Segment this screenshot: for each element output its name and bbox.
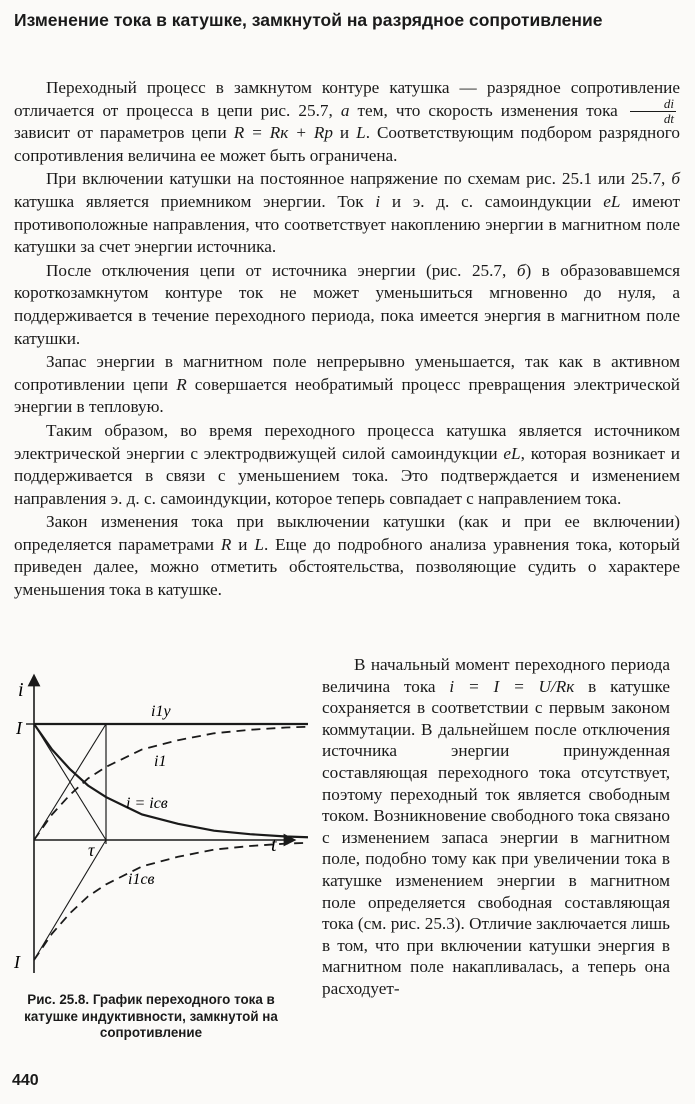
series-line-4 <box>34 841 308 960</box>
paragraph-6: Закон изменения тока при выключении катушки (как и при ее включении) определяется параметрами R и L. Еще до подробного анализа уравнения тока, который приведен далее, можно отметить обстоятельства, позволяющие судить о характере уменьшения тока в катушке. <box>14 512 680 600</box>
initial-current-formula: i = I = U/Rк <box>449 676 575 696</box>
figure-caption: Рис. 25.8. График переходного тока в катушке индуктивности, замкнутой на сопротивление <box>24 992 278 1040</box>
figure-25-8 <box>8 668 308 990</box>
chart-series <box>34 724 308 960</box>
tick-label-I-bottom: I <box>14 952 20 972</box>
label-i1y: i1y <box>151 703 171 720</box>
tick-label-I-top: I <box>16 718 22 738</box>
page-number: 440 <box>12 1072 39 1089</box>
label-i-icv: i = iсв <box>126 795 168 812</box>
derivative-fraction: $\frac{di}{dt}$ <box>630 97 676 126</box>
paragraph-4: Запас энергии в магнитном поле непрерывно уменьшается, так как в активном сопротивлении цепи R совершается необратимый процесс превращения электрической энергии в тепловую. <box>14 352 680 417</box>
tick-label-tau: τ <box>88 840 95 860</box>
label-i1: i1 <box>154 753 167 770</box>
section-heading: Изменение тока в катушке, замкнутой на разрядное сопротивление <box>14 10 603 30</box>
y-axis-label: i <box>18 679 24 701</box>
paragraph-5: Таким образом, во время переходного процесса катушка является источником электрической энергии с электродвижущей силой самоиндукции eL, которая возникает и поддерживается в связи с уменьшением тока. Это подтверждается и изменением направления э. д. с. самоиндукции, которое теперь совпадает с направлением тока. <box>14 420 681 508</box>
paragraph-1: Переходный процесс в замкнутом контуре катушка — разрядное сопротивление отличается от процесса в цепи рис. 25.7, а тем, что скорость изменения тока $\frac{di}{dt}$ зависит от параметров цепи R = Rк + Rр и L. Соответствующим подбором разрядного сопротивления величина ее может быть ограничена. <box>14 78 681 165</box>
chart-tangents <box>34 724 106 960</box>
paragraph-2: При включении катушки на постоянное напряжение по схемам рис. 25.1 или 25.7, б катушка является приемником энергии. Ток i и э. д. с. самоиндукции eL имеют противоположные направления, что соответствует накоплению энергии в магнитном поле катушки за счет энергии источника. <box>14 169 680 257</box>
resistance-formula: R = Rк + Rр <box>233 123 333 143</box>
x-axis-label: t <box>271 834 277 856</box>
body-text <box>14 77 680 603</box>
tangent-line-3 <box>34 840 106 960</box>
side-text <box>322 654 670 1000</box>
transient-current-chart <box>8 668 308 990</box>
paragraph-7: В начальный момент переходного периода величина тока i = I = U/Rк в катушке сохраняется в соответствии с первым законом коммутации. В дальнейшем после отключения источника энергии принужденная составляющая переходного тока отсутствует, поэтому переходный ток является свободным током. Возникновение свободного тока связано с изменением запаса энергии в магнитном поле, подобно тому как при увеличении тока в катушке изменением энергии в магнитном поле определяется свободная составляющая тока (см. рис. 25.3). Отличие заключается лишь в том, что при включении катушки энергия в магнитном поле накапливалась, а теперь она расходует- <box>322 655 671 998</box>
paragraph-3: После отключения цепи от источника энергии (рис. 25.7, б) в образовавшемся короткозамкнутом контуре ток не может уменьшиться мгновенно до нуля, а поддерживается в течение переходного периода, пока имеется энергия в магнитном поле катушки. <box>14 260 681 348</box>
label-i1cv: i1св <box>128 871 155 888</box>
